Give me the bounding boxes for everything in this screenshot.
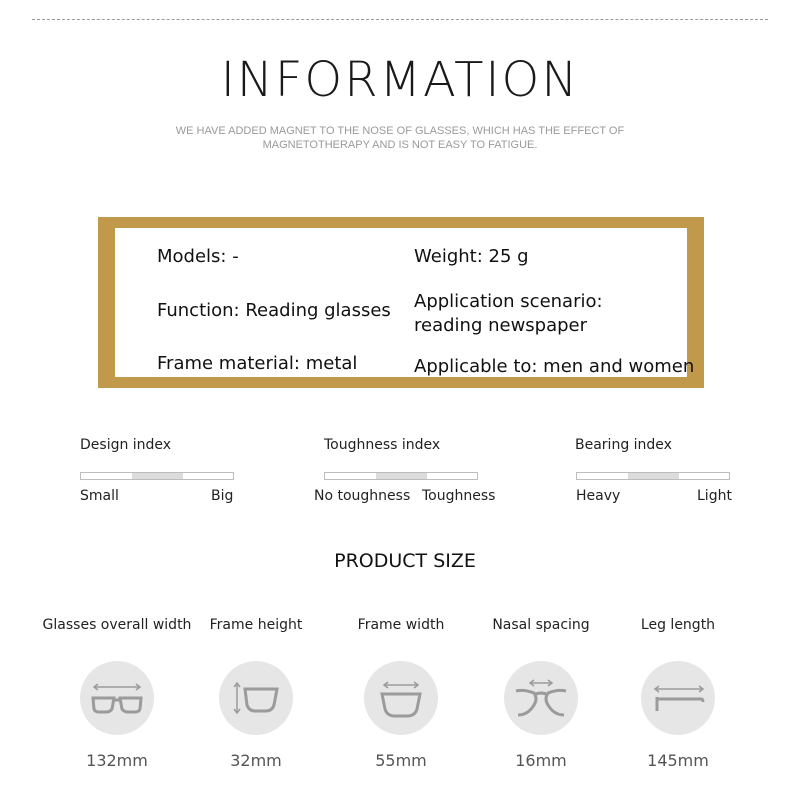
info-function: Function: Reading glasses [157,300,391,321]
info-scenario [414,290,603,338]
size-item-label: Frame width [357,617,445,633]
product-size-title: PRODUCT SIZE [334,550,476,572]
bearing-index-max-label: Light [697,488,732,504]
size-item-label: Glasses overall width [42,617,192,633]
design-index-max-label: Big [211,488,234,504]
frame-height-icon [219,661,293,735]
toughness-index-bar [324,472,478,480]
size-item-label: Frame height [209,617,303,633]
design-index-bar-fill [132,473,183,479]
nasal-spacing-icon [504,661,578,735]
info-box-inner [115,228,695,377]
subtitle-line-1: WE HAVE ADDED MAGNET TO THE NOSE OF GLASSES, WHICH HAS THE EFFECT OF [175,125,625,137]
subtitle-line-2: MAGNETOTHERAPY AND IS NOT EASY TO FATIGUE. [262,139,538,151]
bearing-index-bar [576,472,730,480]
size-item-label: Nasal spacing [492,617,590,633]
info-scenario-line-2: reading newspaper [414,315,588,336]
design-index-min-label: Small [80,488,119,504]
page-subtitle [150,124,650,152]
toughness-index-label: Toughness index [324,437,441,453]
info-applicable: Applicable to: men and women [414,356,695,377]
size-item-value: 16mm [515,751,567,770]
info-scenario-line-1: Application scenario: [414,291,603,312]
bearing-index-bar-fill [628,473,679,479]
design-index-label: Design index [80,437,172,453]
toughness-index-max-label: Toughness [422,488,496,504]
size-item-value: 32mm [230,751,282,770]
top-dashed-divider [32,19,768,20]
leg-length-icon [641,661,715,735]
size-item-value: 132mm [86,751,148,770]
size-item-value: 55mm [375,751,427,770]
bearing-index-label: Bearing index [575,437,672,453]
info-models: Models: - [157,246,239,267]
info-material: Frame material: metal [157,353,358,374]
toughness-index-min-label: No toughness [314,488,411,504]
toughness-index-bar-fill [376,473,427,479]
size-item-label: Leg length [640,617,716,633]
info-box [98,217,704,388]
info-weight: Weight: 25 g [414,246,529,267]
overall-width-icon [80,661,154,735]
frame-width-icon [364,661,438,735]
design-index-bar [80,472,234,480]
page-title: INFORMATION [220,52,580,108]
bearing-index-min-label: Heavy [576,488,621,504]
size-item-value: 145mm [647,751,709,770]
